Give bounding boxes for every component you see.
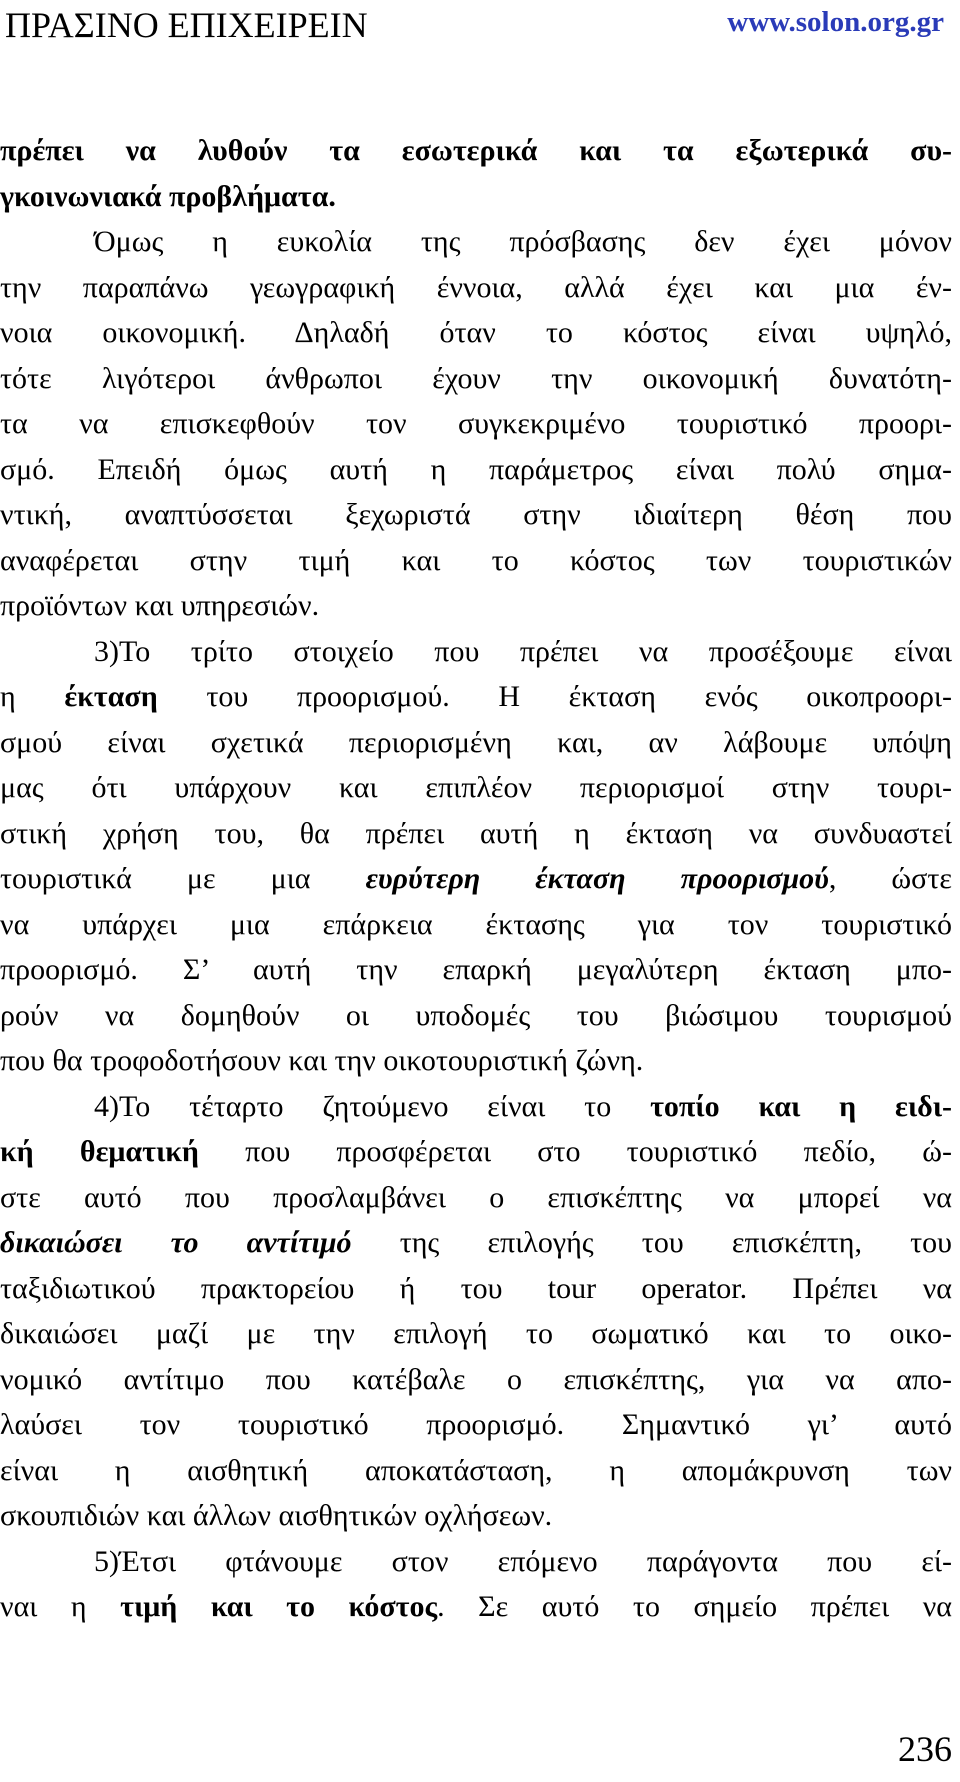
text-line: να υπάρχει μια επάρκεια έκτασης για τον τουριστικό <box>0 907 952 941</box>
header-url-link[interactable]: www.solon.org.gr <box>727 6 944 38</box>
text-line: την παραπάνω γεωγραφική έννοια, αλλά έχει και μια έν- <box>0 270 952 304</box>
text-line: μας ότι υπάρχουν και επιπλέον περιορισμοί στην τουρι- <box>0 771 952 804</box>
bold-italic-term: δικαιώσει το αντίτιμό <box>0 1226 352 1259</box>
page-header <box>0 0 952 60</box>
text-line: 3)Το τρίτο στοιχείο που πρέπει να προσέξουμε είναι <box>94 634 952 668</box>
text-line: τα να επισκεφθούν τον συγκεκριμένο τουριστικό προορι- <box>0 407 952 440</box>
text-line: νομικό αντίτιμο που κατέβαλε ο επισκέπτης, για να απο- <box>0 1362 952 1396</box>
text-line: η έκταση του προορισμού. Η έκταση ενός οικοπροορι- <box>0 680 952 713</box>
header-title: ΠΡΑΣΙΝΟ ΕΠΙΧΕΙΡΕΙΝ <box>5 5 368 45</box>
text-line: νοια οικονομική. Δηλαδή όταν το κόστος είναι υψηλό, <box>0 316 952 349</box>
body-text <box>0 128 952 1630</box>
bold-term: τοπίο και η ειδι- <box>650 1089 953 1123</box>
bold-term: έκταση <box>64 680 158 713</box>
text-line: πρέπει να λυθούν τα εσωτερικά και τα εξωτερικά συ- <box>0 134 952 167</box>
text-line: κή θεματική που προσφέρεται στο τουριστικό πεδίο, ώ- <box>0 1135 952 1168</box>
text-line: είναι η αισθητική αποκατάσταση, η απομάκρυνση των <box>0 1453 952 1487</box>
text-line: τότε λιγότεροι άνθρωποι έχουν την οικονομική δυνατότη- <box>0 361 952 395</box>
bold-italic-term: ευρύτερη έκταση προορισμού <box>365 862 829 895</box>
bold-term: κή θεματική <box>0 1135 199 1168</box>
text-line: σκουπιδιών και άλλων αισθητικών οχλήσεων. <box>0 1499 553 1532</box>
text-line: αναφέρεται στην τιμή και το κόστος των τουριστικών <box>0 543 952 577</box>
text-line: σμού είναι σχετικά περιορισμένη και, αν λάβουμε υπόψη <box>0 725 952 759</box>
text-line: 5)Έτσι φτάνουμε στον επόμενο παράγοντα που εί- <box>94 1544 952 1578</box>
text-line: ναι η τιμή και το κόστος. Σε αυτό το σημείο πρέπει να <box>0 1590 952 1623</box>
text-line: Όμως η ευκολία της πρόσβασης δεν έχει μόνον <box>94 225 952 258</box>
text-line: γκοινωνιακά προβλήματα. <box>0 179 336 213</box>
text-line: προορισμό. Σ’ αυτή την επαρκή μεγαλύτερη έκταση μπο- <box>0 953 952 986</box>
text-line: σμό. Επειδή όμως αυτή η παράμετρος είναι πολύ σημα- <box>0 452 952 486</box>
text-line: ταξιδιωτικού πρακτορείου ή του tour operator. Πρέπει να <box>0 1271 952 1305</box>
text-line: στε αυτό που προσλαμβάνει ο επισκέπτης να μπορεί να <box>0 1180 952 1214</box>
text-line: δικαιώσει μαζί με την επιλογή το σωματικό και το οικο- <box>0 1317 952 1350</box>
text-line: στική χρήση του, θα πρέπει αυτή η έκταση να συνδυαστεί <box>0 816 952 850</box>
text-line: τουριστικά με μια ευρύτερη έκταση προορισμού, ώστε <box>0 862 952 895</box>
text-line: ρούν να δομηθούν οι υποδομές του βιώσιμου τουρισμού <box>0 998 952 1032</box>
text-line: 4)Το τέταρτο ζητούμενο είναι το τοπίο και η ειδι- <box>94 1089 953 1123</box>
page-number: 236 <box>898 1729 952 1769</box>
text-line: προϊόντων και υπηρεσιών. <box>0 589 320 622</box>
text-line: ντική, αναπτύσσεται ξεχωριστά στην ιδιαίτερη θέση που <box>0 498 952 531</box>
text-line: δικαιώσει το αντίτιμό της επιλογής του επισκέπτη, του <box>0 1226 952 1259</box>
text-line: που θα τροφοδοτήσουν και την οικοτουριστική ζώνη. <box>0 1044 644 1077</box>
text-line: λαύσει τον τουριστικό προορισμό. Σημαντικό γι’ αυτό <box>0 1408 952 1441</box>
bold-term: τιμή και το κόστος <box>120 1590 438 1623</box>
